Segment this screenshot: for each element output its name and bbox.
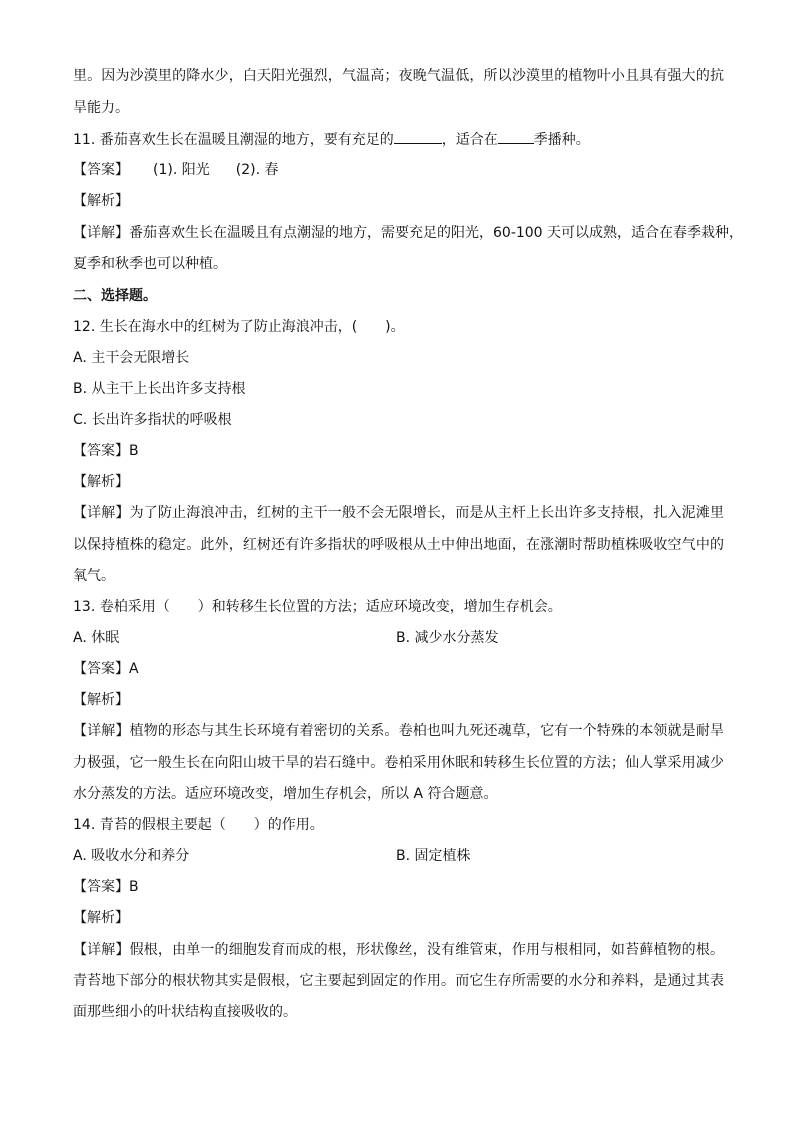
q14-detail-line-1: 【详解】假根，由单一的细胞发育而成的根，形状像丝，没有维管束，作用与根相同，如苔藓植物的根。 xyxy=(73,942,724,958)
q11-stem-part-3: 季播种。 xyxy=(533,132,590,148)
q13-detail-line-3: 水分蒸发的方法。适应环境改变，增加生存机会，所以 A 符合题意。 xyxy=(73,786,498,802)
q13-detail-line-2: 力极强，它一般生长在向阳山坡干旱的岩石缝中。卷柏采用休眠和转移生长位置的方法；仙人掌采用减少 xyxy=(73,755,724,771)
question-14-stem: 14. 青苔的假根主要起（ ）的作用。 xyxy=(73,817,324,833)
q12-option-b: B. 从主干上长出许多支持根 xyxy=(73,381,246,397)
q11-blank-2 xyxy=(498,129,534,144)
intro-line-1: 里。因为沙漠里的降水少，白天阳光强烈，气温高；夜晚气温低，所以沙漠里的植物叶小且具有强大的抗 xyxy=(73,68,724,84)
q13-options xyxy=(73,628,724,648)
section-title: 二、选择题。 xyxy=(73,288,157,304)
q12-option-a: A. 主干会无限增长 xyxy=(73,350,190,366)
q14-option-b: B. 固定植株 xyxy=(396,848,471,864)
q11-stem-part-2: ，适合在 xyxy=(441,132,498,148)
q11-answer-1: (1). 阳光 xyxy=(153,162,210,178)
q13-answer: 【答案】A xyxy=(73,661,139,677)
q11-blank-1 xyxy=(394,129,442,144)
q12-detail-line-1: 【详解】为了防止海浪冲击，红树的主干一般不会无限增长，而是从主杆上长出许多支持根，扎入泥滩里 xyxy=(73,505,724,521)
q12-option-c: C. 长出许多指状的呼吸根 xyxy=(73,412,232,428)
q12-detail-line-2: 以保持植株的稳定。此外，红树还有许多指状的呼吸根从土中伸出地面，在涨潮时帮助植株吸收空气中的 xyxy=(73,537,724,553)
q11-stem-part-1: 11. 番茄喜欢生长在温暖且潮湿的地方，要有充足的 xyxy=(73,132,394,148)
q14-answer: 【答案】B xyxy=(73,879,139,895)
q12-detail-line-3: 氧气。 xyxy=(73,568,115,584)
q13-option-a: A. 休眠 xyxy=(73,630,120,646)
q12-analysis-tag: 【解析】 xyxy=(73,474,129,490)
q13-option-b: B. 减少水分蒸发 xyxy=(396,630,499,646)
question-13-stem: 13. 卷柏采用（ ）和转移生长位置的方法；适应环境改变，增加生存机会。 xyxy=(73,599,562,615)
question-11-stem xyxy=(73,129,724,150)
q14-option-a: A. 吸收水分和养分 xyxy=(73,848,190,864)
q14-detail-line-2: 青苔地下部分的根状物其实是假根，它主要起到固定的作用。而它生存所需要的水分和养料，是通过其表 xyxy=(73,973,724,989)
q11-answer-2: (2). 春 xyxy=(235,162,279,178)
q12-answer: 【答案】B xyxy=(73,443,139,459)
question-12-stem: 12. 生长在海水中的红树为了防止海浪冲击，( )。 xyxy=(73,319,405,335)
q11-detail-line-2: 夏季和秋季也可以种植。 xyxy=(73,256,227,272)
q14-options xyxy=(73,846,724,866)
intro-line-2: 旱能力。 xyxy=(73,100,129,116)
answer-tag: 【答案】 xyxy=(73,162,129,178)
q11-detail-line-1: 【详解】番茄喜欢生长在温暖且有点潮湿的地方，需要充足的阳光，60-100 天可以成熟，适合在春季栽种， xyxy=(73,225,744,241)
q14-analysis-tag: 【解析】 xyxy=(73,910,129,926)
q11-analysis-tag: 【解析】 xyxy=(73,193,129,209)
q14-detail-line-3: 面那些细小的叶状结构直接吸收的。 xyxy=(73,1004,297,1020)
q13-analysis-tag: 【解析】 xyxy=(73,692,129,708)
q11-answer xyxy=(73,160,724,180)
q13-detail-line-1: 【详解】植物的形态与其生长环境有着密切的关系。卷柏也叫九死还魂草，它有一个特殊的本领就是耐旱 xyxy=(73,723,724,739)
